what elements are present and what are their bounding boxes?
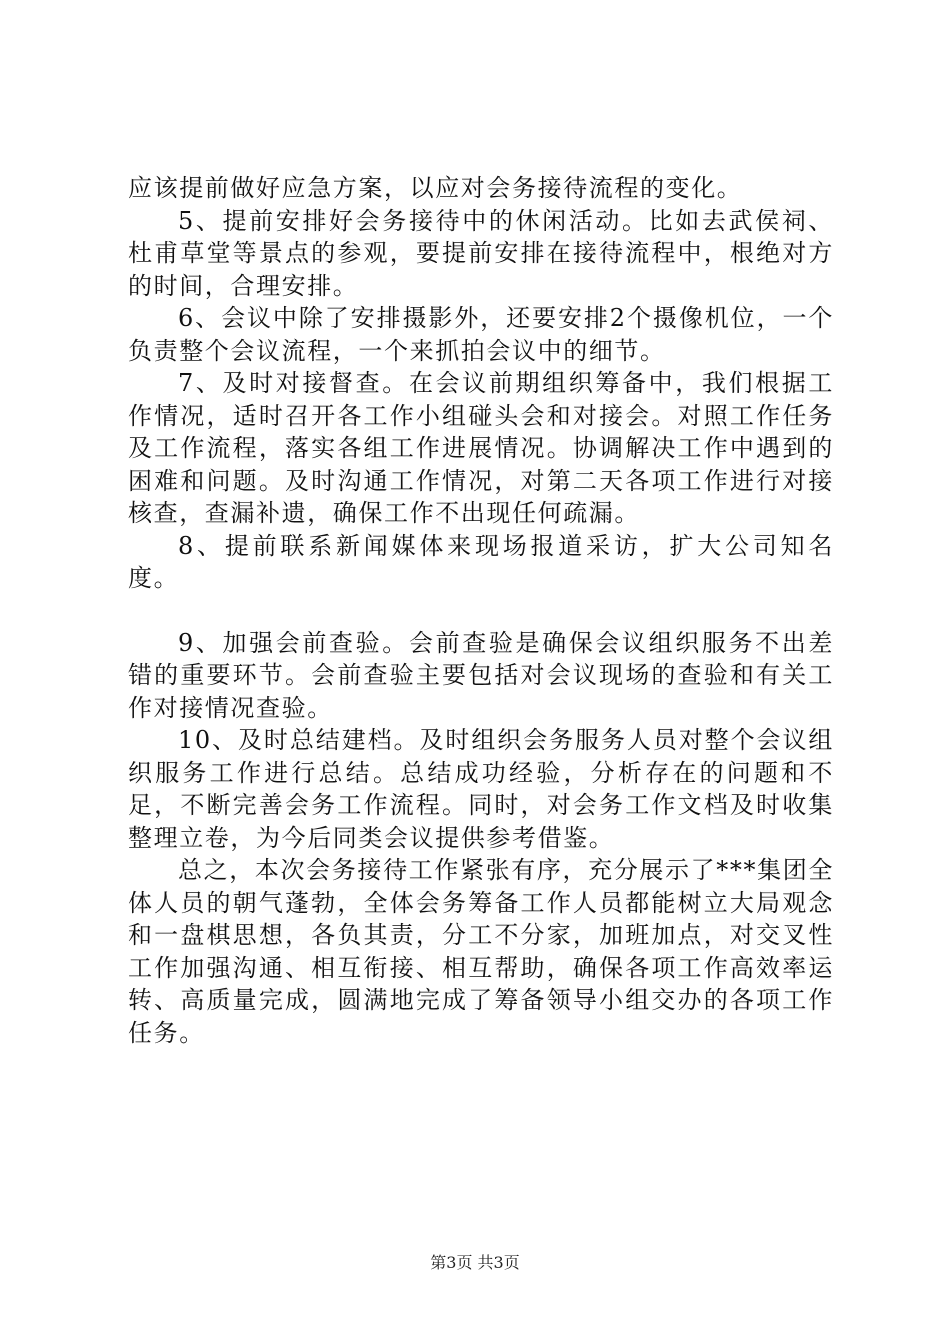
- paragraph-item-9: 9、加强会前查验。会前查验是确保会议组织服务不出差错的重要环节。会前查验主要包括对会议现场的查验和有关工作对接情况查验。: [128, 628, 834, 722]
- paragraph-continuation: 应该提前做好应急方案，以应对会务接待流程的变化。: [128, 174, 743, 202]
- page-footer: 第3页 共3页: [430, 1253, 520, 1272]
- paragraph-summary: 总之，本次会务接待工作紧张有序，充分展示了***集团全体人员的朝气蓬勃，全体会务筹备工作人员都能树立大局观念和一盘棋思想，各负其责，分工不分家，加班加点，对交叉性工作加强沟通、相互衔接、相互帮助，确保各项工作高效率运转、高质量完成，圆满地完成了筹备领导小组交办的各项工作任务。: [128, 856, 834, 1047]
- document-body: [128, 172, 834, 1049]
- paragraph-item-10: 10、及时总结建档。及时组织会务服务人员对整个会议组织服务工作进行总结。总结成功经验，分析存在的问题和不足，不断完善会务工作流程。同时，对会务工作文档及时收集整理立卷，为今后同类会议提供参考借鉴。: [128, 726, 834, 852]
- paragraph-item-7: 7、及时对接督查。在会议前期组织筹备中，我们根据工作情况，适时召开各工作小组碰头会和对接会。对照工作任务及工作流程，落实各组工作进展情况。协调解决工作中遇到的困难和问题。及时沟通工作情况，对第二天各项工作进行对接核查，查漏补遗，确保工作不出现任何疏漏。: [128, 369, 834, 527]
- paragraph-item-8: 8、提前联系新闻媒体来现场报道采访，扩大公司知名度。: [128, 531, 834, 592]
- paragraph-item-6: 6、会议中除了安排摄影外，还要安排2个摄像机位，一个负责整个会议流程，一个来抓拍会议中的细节。: [128, 304, 834, 365]
- paragraph-item-5: 5、提前安排好会务接待中的休闲活动。比如去武侯祠、杜甫草堂等景点的参观，要提前安排在接待流程中，根绝对方的时间，合理安排。: [128, 206, 834, 300]
- paragraph-spacer: [128, 595, 834, 627]
